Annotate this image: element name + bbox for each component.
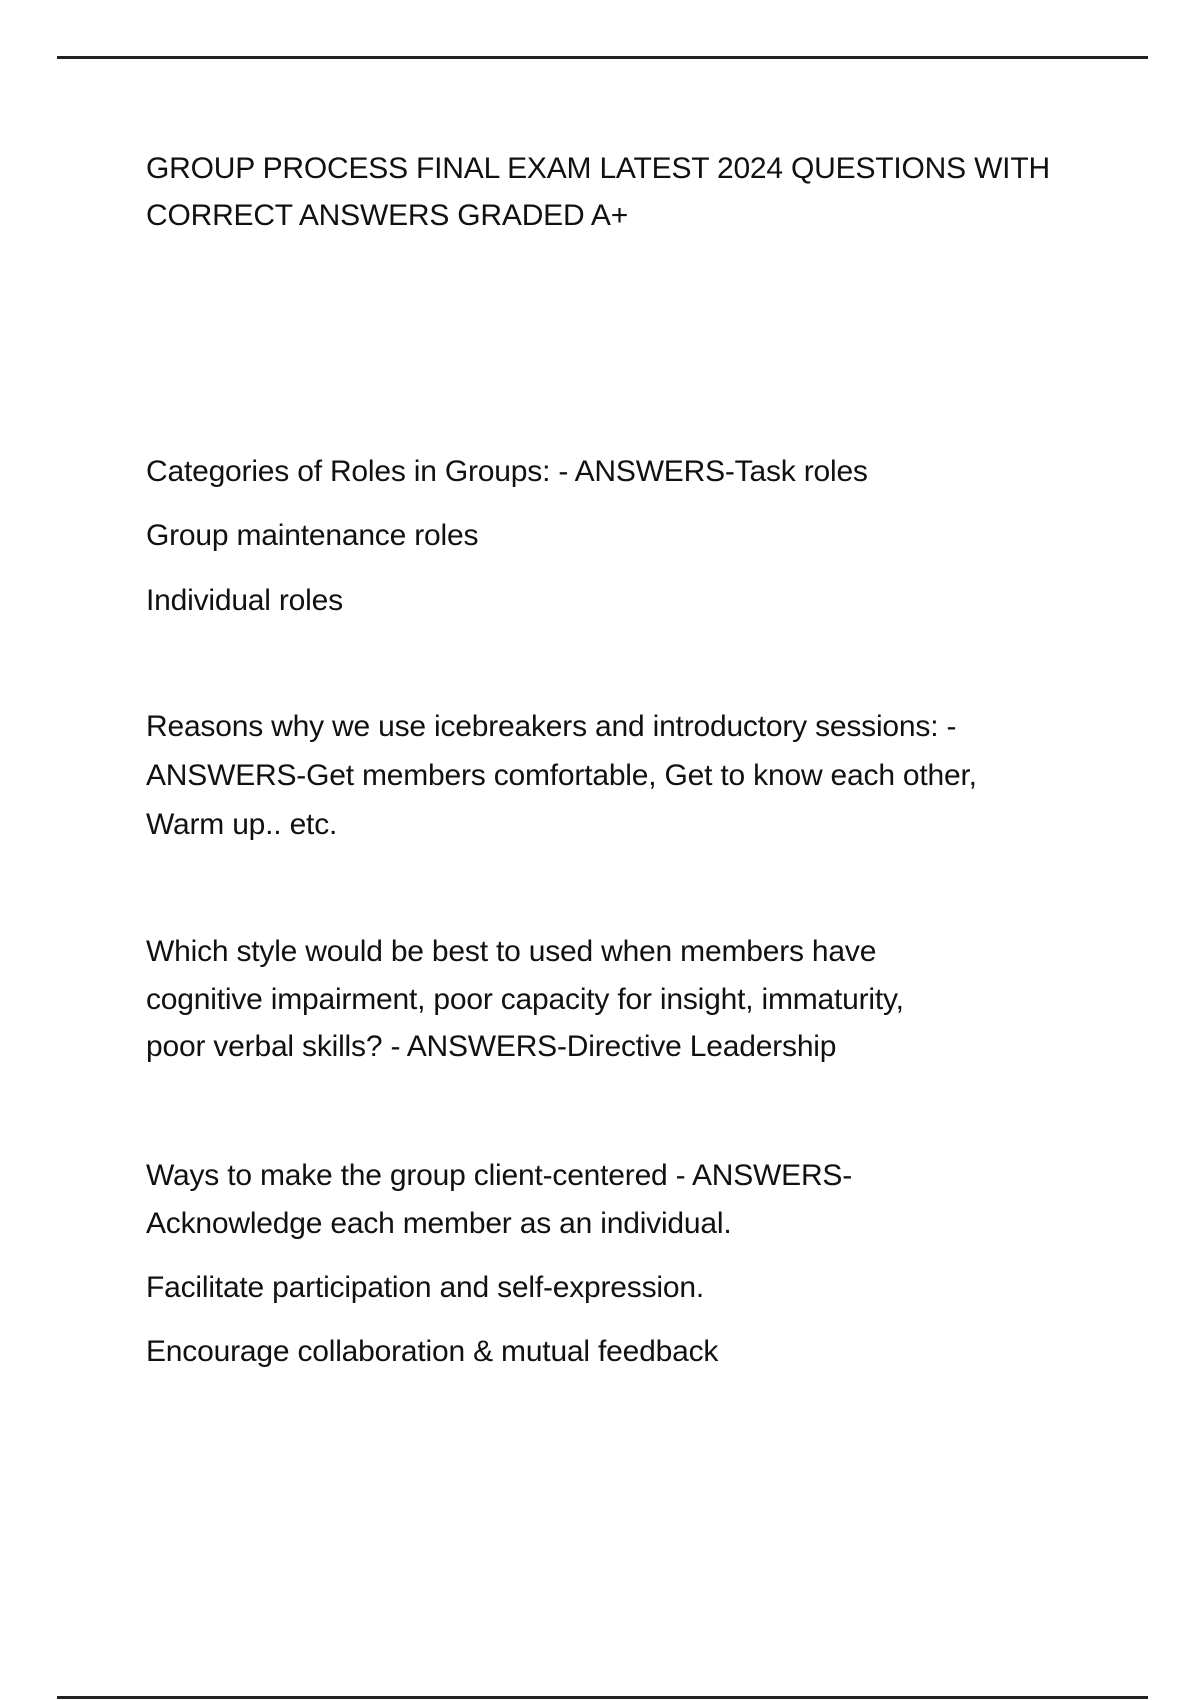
qa-line: Which style would be best to used when members have bbox=[146, 935, 877, 968]
qa-line: Warm up.. etc. bbox=[146, 808, 338, 841]
qa-line: Categories of Roles in Groups: - ANSWERS-Task roles bbox=[146, 455, 868, 488]
qa-line: ANSWERS-Get members comfortable, Get to know each other, bbox=[146, 759, 977, 792]
qa-line: Encourage collaboration & mutual feedback bbox=[146, 1335, 719, 1368]
qa-line: Reasons why we use icebreakers and introductory sessions: - bbox=[146, 710, 957, 743]
qa-line: Group maintenance roles bbox=[146, 519, 479, 552]
document-title: CORRECT ANSWERS GRADED A+ bbox=[146, 199, 629, 232]
qa-line: cognitive impairment, poor capacity for insight, immaturity, bbox=[146, 983, 904, 1016]
top-rule bbox=[57, 56, 1148, 59]
qa-line: poor verbal skills? - ANSWERS-Directive Leadership bbox=[146, 1030, 837, 1063]
bottom-rule bbox=[57, 1696, 1148, 1699]
qa-line: Ways to make the group client-centered - ANSWERS- bbox=[146, 1159, 853, 1192]
document-title: GROUP PROCESS FINAL EXAM LATEST 2024 QUESTIONS WITH bbox=[146, 152, 1050, 185]
qa-line: Acknowledge each member as an individual. bbox=[146, 1207, 732, 1240]
qa-line: Individual roles bbox=[146, 584, 343, 617]
qa-line: Facilitate participation and self-expression. bbox=[146, 1271, 704, 1304]
